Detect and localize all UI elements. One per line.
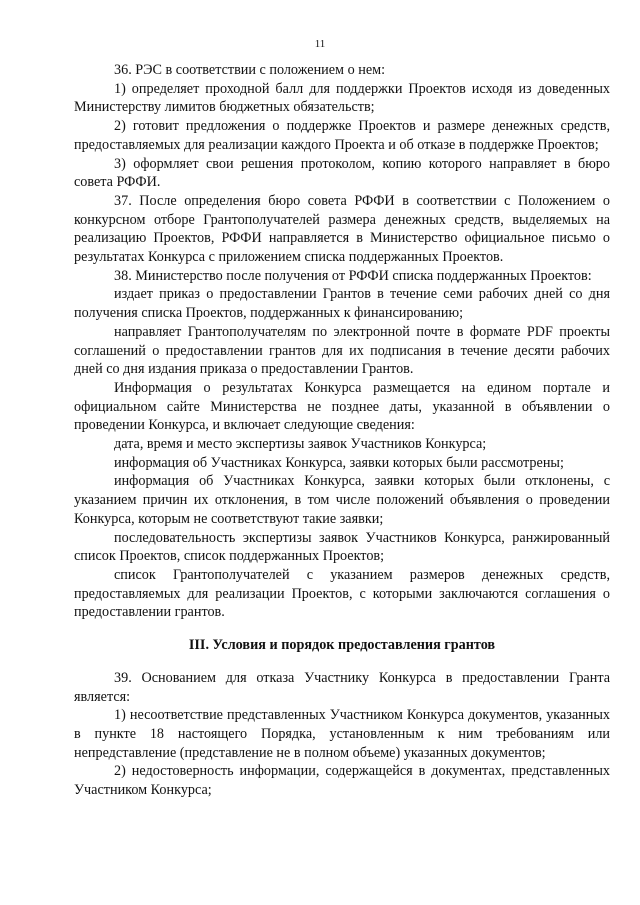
- paragraph-results-reviewed: информация об Участниках Конкурса, заявки которых были рассмотрены;: [114, 454, 564, 471]
- document-body: [74, 61, 610, 800]
- paragraph-results-sequence: последовательность экспертизы заявок Участников Конкурса, ранжированный список Проектов, список поддержанных Проектов;: [74, 529, 610, 565]
- paragraph-39-2: 2) недостоверность информации, содержащейся в документах, представленных Участником Конкурса;: [74, 763, 610, 799]
- paragraph-38-email: направляет Грантополучателям по электронной почте в формате PDF проекты соглашений о предоставлении грантов для их подписания в течение десяти рабочих дней со дня издания приказа о предоставлении Грантов.: [74, 323, 610, 378]
- paragraph-36: 36. РЭС в соответствии с положением о нем:: [114, 62, 386, 78]
- paragraph-38-order: издает приказ о предоставлении Грантов в течение семи рабочих дней со дня получения списка Проектов, поддержанных к финансированию;: [74, 286, 610, 322]
- section-heading: III. Условия и порядок предоставления грантов: [188, 637, 496, 654]
- paragraph-36-2: 2) готовит предложения о поддержке Проектов и размере денежных средств, предоставляемых для реализации каждого Проекта и об отказе в поддержке Проектов;: [74, 118, 610, 153]
- paragraph-results-grantees: список Грантополучателей с указанием размеров денежных средств, предоставляемых для реализации Проектов, с которыми заключаются соглашения о предоставлении грантов.: [74, 566, 610, 621]
- page-number: 11: [314, 38, 326, 50]
- paragraph-38: 38. Министерство после получения от РФФИ списка поддержанных Проектов:: [114, 267, 592, 284]
- paragraph-36-3: 3) оформляет свои решения протоколом, копию которого направляет в бюро совета РФФИ.: [74, 155, 610, 191]
- paragraph-39-1: 1) несоответствие представленных Участником Конкурса документов, указанных в пункте 18 настоящего Порядка, установленным к ним требованиям или непредставление (представление не в полном объеме) указанных документов;: [74, 707, 610, 761]
- paragraph-results-date: дата, время и место экспертизы заявок Участников Конкурса;: [114, 436, 487, 453]
- paragraph-results-rejected: информация об Участниках Конкурса, заявки которых были отклонены, с указанием причин их отклонения, в том числе положений объявления о проведении Конкурса, которым не соответствуют такие заявки;: [74, 473, 610, 527]
- paragraph-36-1: 1) определяет проходной балл для поддержки Проектов исходя из доведенных Министерству лимитов бюджетных обязательств;: [74, 80, 610, 116]
- paragraph-39: 39. Основанием для отказа Участнику Конкурса в предоставлении Гранта является:: [74, 669, 610, 705]
- paragraph-37: 37. После определения бюро совета РФФИ в соответствии с Положением о конкурсном отборе Грантополучателей размера денежных средств, выделяемых на реализацию Проектов, РФФИ направляется в Министерство официальное письмо о результатах Конкурса с приложением списка поддержанных Проектов.: [74, 192, 610, 266]
- paragraph-results-info: Информация о результатах Конкурса размещается на едином портале и официальном сайте Министерства не позднее даты, указанной в объявлении о проведении Конкурса, и включает следующие сведения:: [74, 379, 610, 434]
